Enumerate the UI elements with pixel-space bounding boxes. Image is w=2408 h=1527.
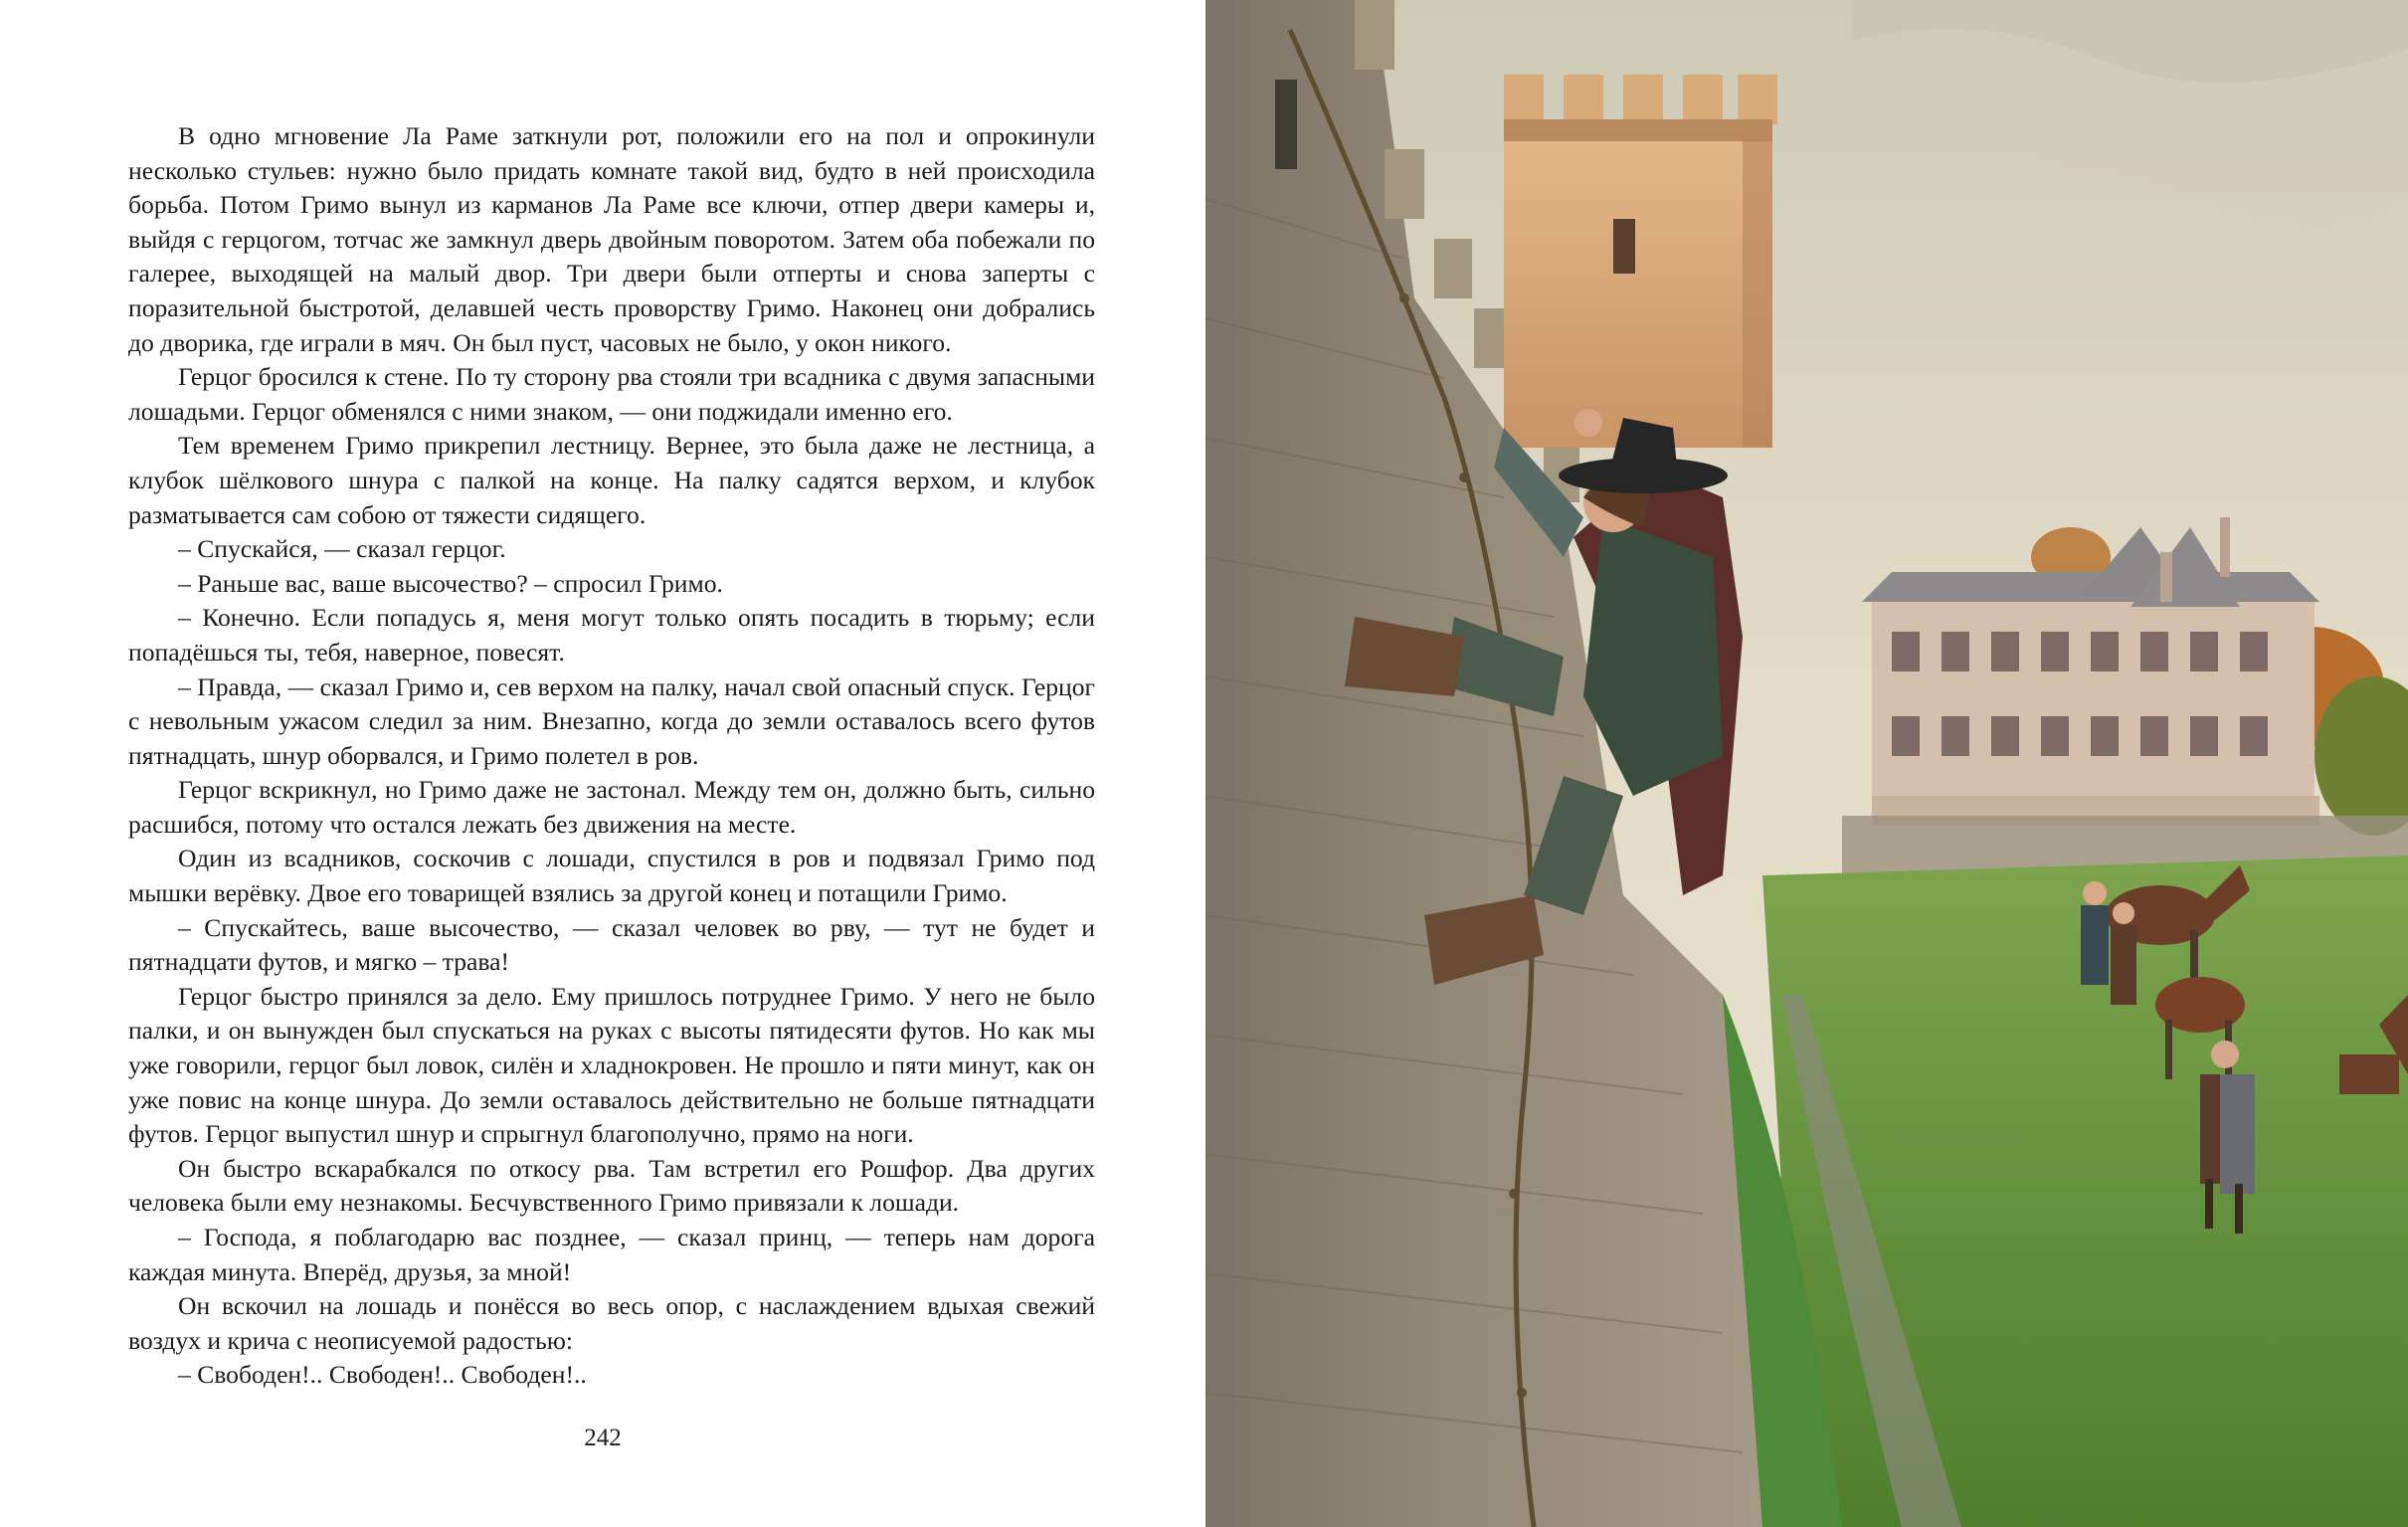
paragraph: В одно мгновение Ла Раме заткнули рот, положили его на пол и опрокинули несколько стульев: нужно было придать комнате такой вид, будто в ней происходила борьба. Потом Гримо вынул из карманов Ла Раме все ключи, отпер двери камеры и, выйдя с герцогом, тотчас же замкнул дверь двойным поворотом. Затем оба побежали по галерее, выходящей на малый двор. Три двери были отперты и снова заперты с поразительной быстротой, делавшей честь проворству Гримо. Наконец они добрались до дворика, где играли в мяч. Он был пуст, часовых не было, у окон никого.: [128, 121, 1095, 357]
paragraph: – Спускайся, — сказал герцог.: [178, 534, 506, 564]
arrow-slit: [1275, 80, 1297, 169]
paragraph: – Свободен!.. Свободен!.. Свободен!..: [178, 1360, 587, 1390]
paragraph: Он вскочил на лошадь и понёсся во весь опор, с наслаждением вдыхая свежий воздух и крича с неописуемой радостью:: [128, 1291, 1095, 1355]
page-number: 242: [584, 1425, 622, 1451]
paragraph: – Раньше вас, ваше высочество? – спросил Гримо.: [178, 568, 723, 598]
paragraph: Тем временем Гримо прикрепил лестницу. Вернее, это была даже не лестница, а клубок шёлкового шнура с палкой на конце. На палку садятся верхом, и клубок разматывается сам собою от тяжести сидящего.: [128, 431, 1095, 529]
paragraph: Он быстро вскарабкался по откосу рва. Там встретил его Рошфор. Два других человека были ему незнакомы. Бесчувственного Гримо привязали к лошади.: [128, 1153, 1095, 1218]
tower: [1504, 75, 1777, 448]
paragraph: Герцог быстро принялся за дело. Ему пришлось потруднее Гримо. У него не было палки, и он вынужден был спускаться на руках с высоты пятидесяти футов. Но как мы уже говорили, герцог был ловок, силён и хладнокровен. Не прошло и пяти минут, как он уже повис на конце шнура. До земли оставалось действительно не больше пятнадцати футов. Герцог выпустил шнур и спрыгнул благополучно, прямо на ноги.: [128, 981, 1095, 1149]
paragraph: – Конечно. Если попадусь я, меня могут только опять посадить в тюрьму; если попадёшься ты, тебя, наверное, повесят.: [128, 603, 1095, 667]
paragraph: – Правда, — сказал Гримо и, сев верхом на палку, начал свой опасный спуск. Герцог с невольным ужасом следил за ним. Внезапно, когда до земли оставалось всего футов пятнадцать, шнур оборвался, и Гримо полетел в ров.: [128, 671, 1095, 770]
paragraph: – Господа, я поблагодарю вас позднее, — сказал принц, — теперь нам дорога каждая минута. Вперёд, друзья, за мной!: [128, 1223, 1095, 1286]
text-column: [128, 119, 1095, 1393]
paragraph: Герцог бросился к стене. По ту сторону рва стояли три всадника с двумя запасными лошадьми. Герцог обменялся с ними знаком, — они поджидали именно его.: [128, 362, 1095, 426]
escape-illustration: [1205, 0, 2408, 1527]
paragraph: Герцог вскрикнул, но Гримо даже не застонал. Между тем он, должно быть, сильно расшибся, потому что остался лежать без движения на месте.: [128, 775, 1095, 839]
paragraph: – Спускайтесь, ваше высочество, — сказал человек во рву, — тут не будет и пятнадцати футов, и мягко – трава!: [128, 912, 1095, 977]
paragraph: Один из всадников, соскочив с лошади, спустился в ров и подвязал Гримо под мышки верёвку. Двое его товарищей взялись за другой конец и потащили Гримо.: [128, 844, 1095, 908]
illustration-page: [1205, 0, 2408, 1527]
